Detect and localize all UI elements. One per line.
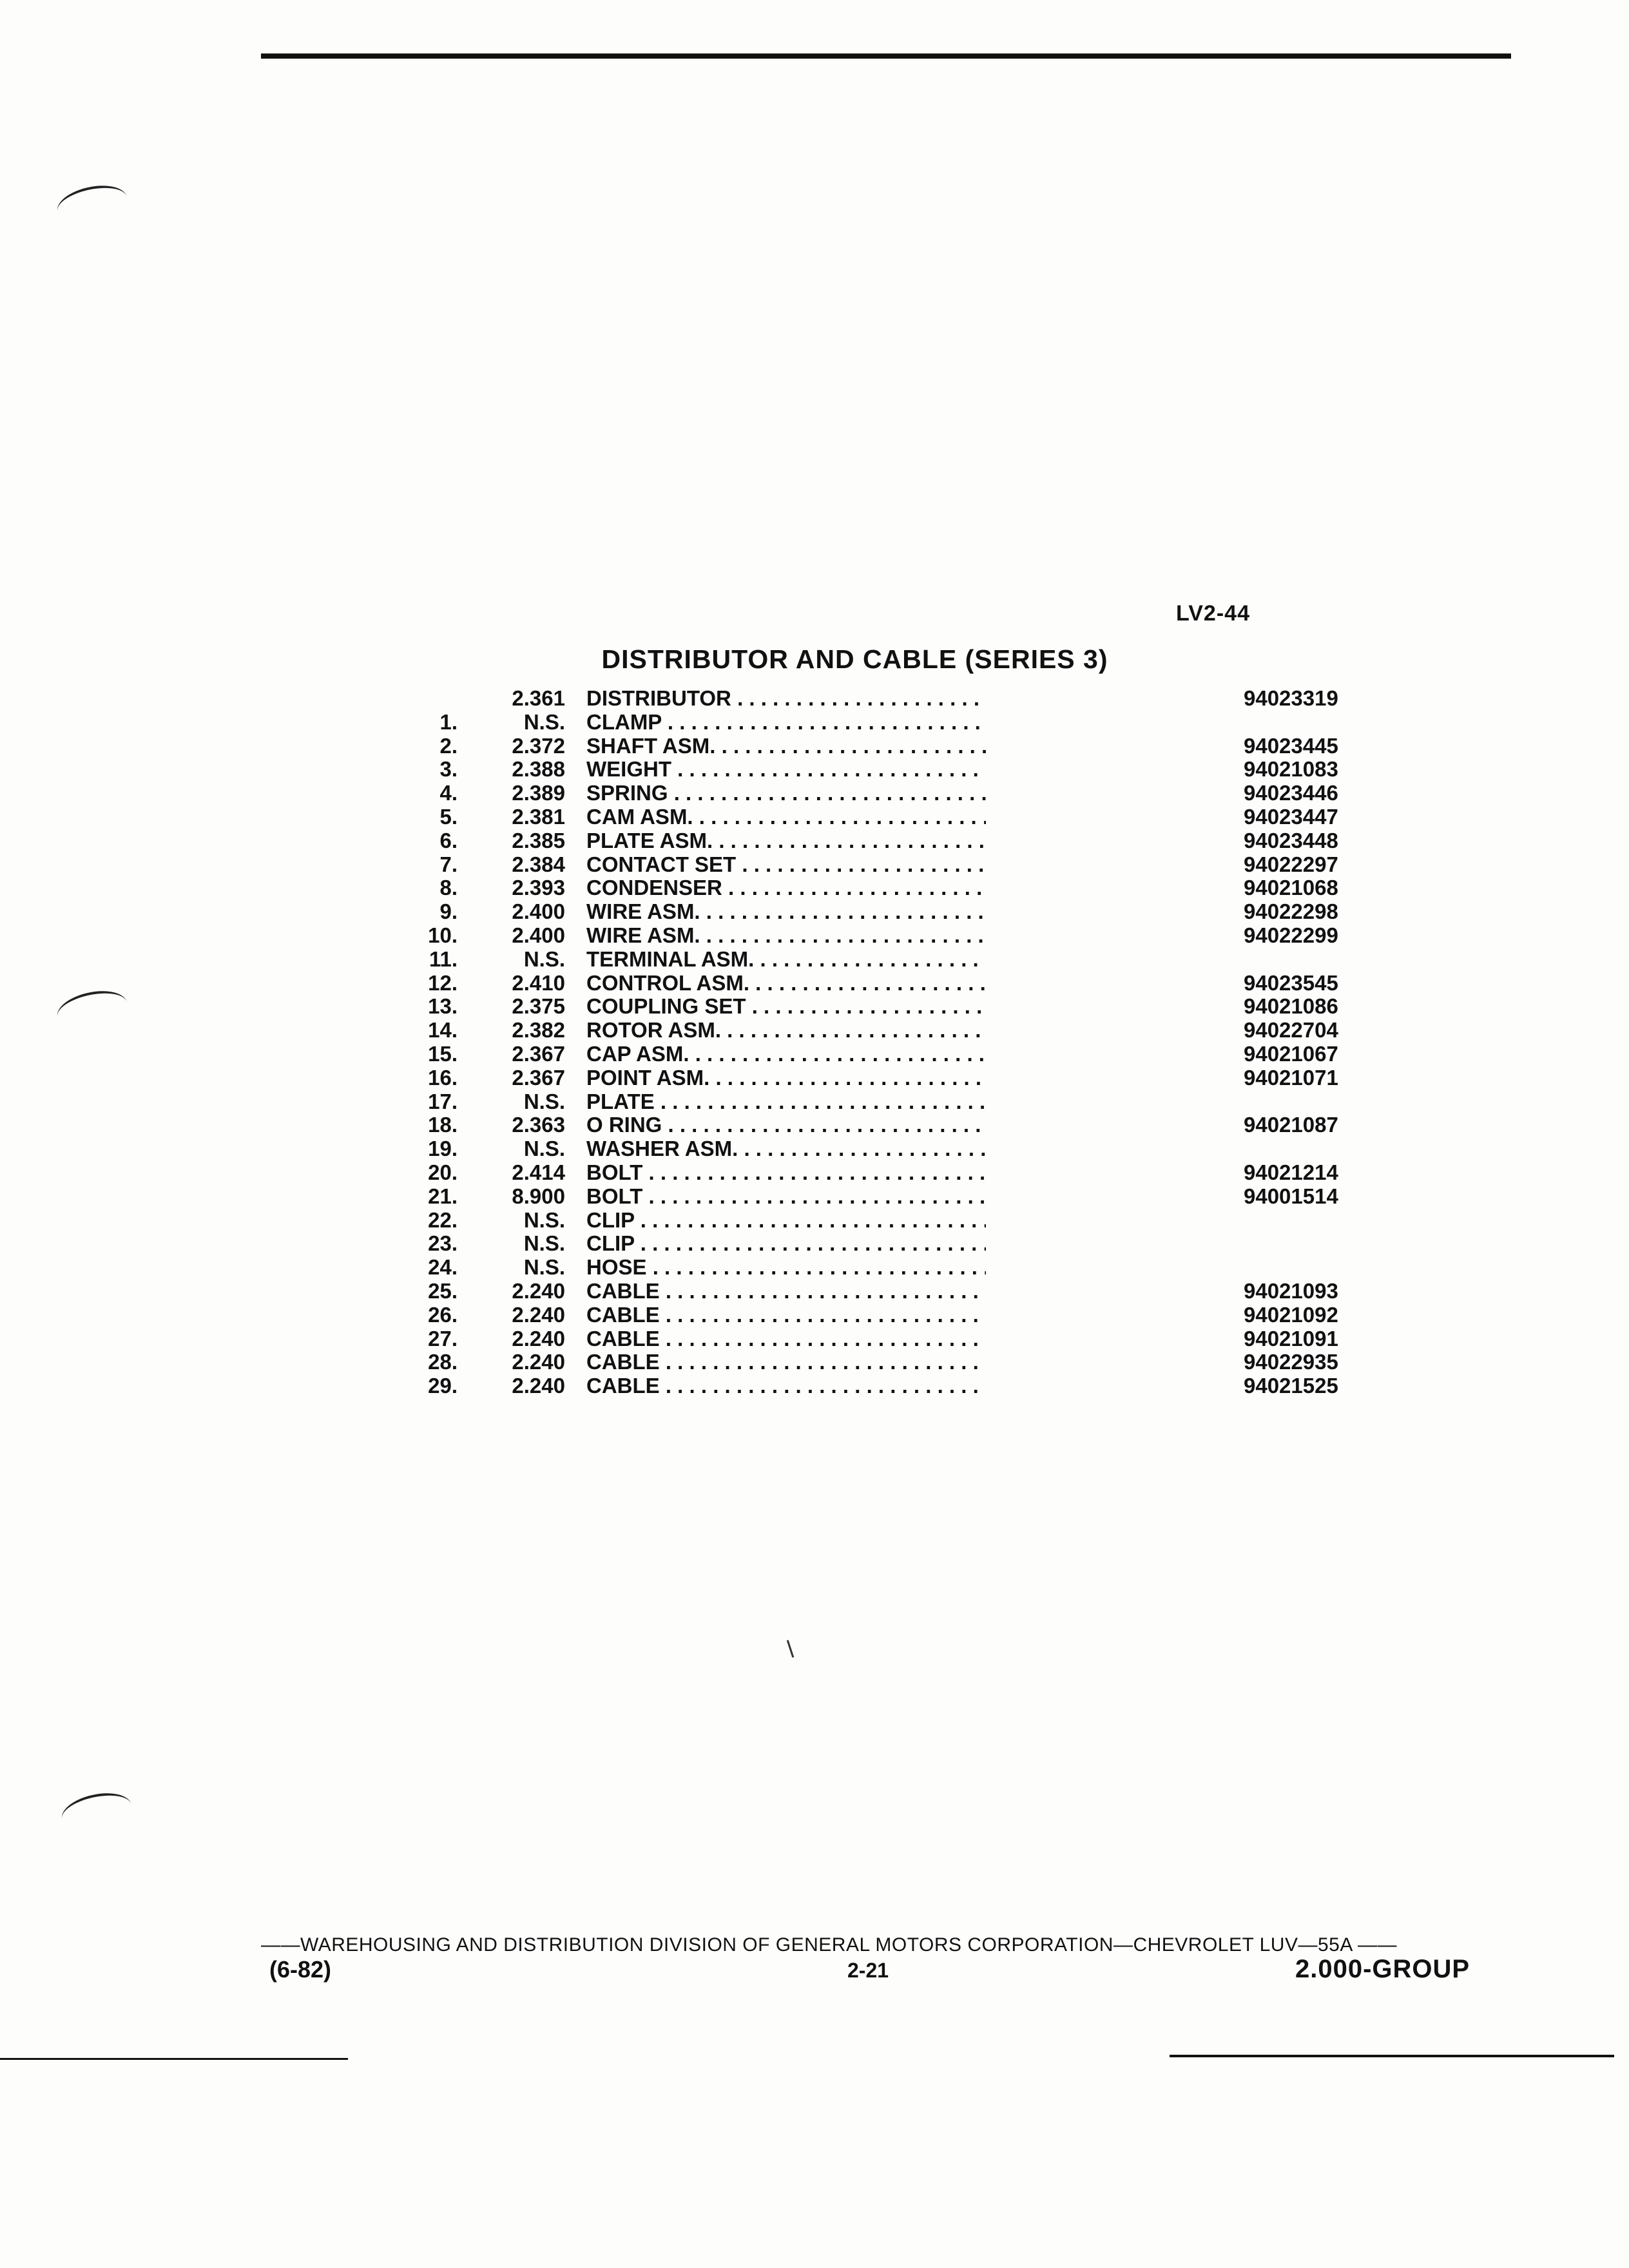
part-description: WASHER ASM. . . . — [586, 1137, 986, 1161]
bottom-right-rule — [1170, 2055, 1614, 2057]
part-description: CLIP . . . — [586, 1209, 986, 1233]
group-number: 2.384 — [512, 852, 565, 876]
parts-row — [400, 1090, 1366, 1114]
item-number: 17. — [428, 1089, 458, 1113]
part-description: BOLT . . . — [586, 1161, 986, 1185]
group-number: N.S. — [523, 1137, 565, 1161]
group-number: 2.363 — [512, 1113, 565, 1137]
group-number: 2.367 — [512, 1065, 565, 1090]
part-number: 94021525 — [1244, 1374, 1338, 1398]
item-number: 14. — [428, 1018, 458, 1043]
part-description: HOSE . . . — [586, 1256, 986, 1280]
part-description: CLIP . . . — [586, 1232, 986, 1256]
parts-row — [400, 1280, 1366, 1303]
group-number: 2.240 — [512, 1374, 565, 1398]
item-number: 5. — [439, 804, 458, 829]
illustration-reference: LV2-44 — [1176, 601, 1250, 626]
item-number: 10. — [428, 923, 458, 947]
part-description: CONDENSER . . . — [586, 876, 986, 900]
item-number: 21. — [428, 1184, 458, 1208]
part-number: 94022704 — [1244, 1018, 1338, 1043]
parts-row — [400, 995, 1366, 1019]
group-number: 2.382 — [512, 1018, 565, 1043]
parts-row — [400, 900, 1366, 924]
part-description: DISTRIBUTOR . . . — [586, 687, 986, 711]
binder-hole-mark — [54, 985, 131, 1034]
footer-publisher-line: ——WAREHOUSING AND DISTRIBUTION DIVISION OF GENERAL MOTORS CORPORATION—CHEVROLET LUV—55A —— — [261, 1934, 1398, 1956]
parts-row — [400, 924, 1366, 948]
part-number: 94023447 — [1244, 804, 1338, 829]
part-number: 94001514 — [1244, 1184, 1338, 1208]
parts-row — [400, 1113, 1366, 1137]
part-number: 94023445 — [1244, 733, 1338, 758]
parts-row — [400, 876, 1366, 900]
group-number: 2.240 — [512, 1350, 565, 1374]
group-number: N.S. — [523, 947, 565, 971]
group-number: 2.389 — [512, 781, 565, 805]
group-number: 8.900 — [512, 1184, 565, 1208]
item-number: 19. — [428, 1137, 458, 1161]
binder-hole-mark — [59, 1787, 135, 1836]
group-number: 2.393 — [512, 876, 565, 900]
part-description: WIRE ASM. . . . — [586, 924, 986, 948]
item-number: 28. — [428, 1350, 458, 1374]
footer-page-number: 2-21 — [847, 1959, 889, 1982]
part-description: CABLE . . . — [586, 1350, 986, 1374]
group-number: 2.410 — [512, 970, 565, 995]
part-description: CAM ASM. . . . — [586, 805, 986, 829]
group-number: 2.361 — [512, 686, 565, 710]
part-number: 94021067 — [1244, 1041, 1338, 1066]
footer-group: 2.000-GROUP — [1295, 1955, 1470, 1983]
part-description: CABLE . . . — [586, 1374, 986, 1398]
parts-row — [400, 1374, 1366, 1398]
parts-row — [400, 853, 1366, 877]
stray-mark — [787, 1640, 795, 1658]
item-number: 23. — [428, 1231, 458, 1256]
parts-row — [400, 1303, 1366, 1327]
part-description: SPRING . . . — [586, 782, 986, 805]
parts-row — [400, 805, 1366, 829]
part-number: 94021087 — [1244, 1113, 1338, 1137]
group-number: 2.381 — [512, 804, 565, 829]
group-number: 2.240 — [512, 1326, 565, 1350]
item-number: 4. — [439, 781, 458, 805]
group-number: 2.388 — [512, 757, 565, 782]
part-number: 94021214 — [1244, 1160, 1338, 1184]
part-description: PLATE . . . — [586, 1090, 986, 1114]
top-rule — [261, 53, 1511, 59]
parts-row — [400, 1137, 1366, 1161]
part-description: CABLE . . . — [586, 1327, 986, 1351]
item-number: 6. — [439, 828, 458, 852]
part-number: 94021091 — [1244, 1326, 1338, 1350]
part-description: O RING . . . — [586, 1113, 986, 1137]
binder-hole-mark — [54, 180, 131, 229]
item-number: 22. — [428, 1207, 458, 1232]
part-number: 94023319 — [1244, 686, 1338, 710]
part-number: 94022299 — [1244, 923, 1338, 947]
item-number: 15. — [428, 1041, 458, 1066]
part-number: 94021071 — [1244, 1065, 1338, 1090]
part-number: 94023448 — [1244, 828, 1338, 852]
part-number: 94023446 — [1244, 781, 1338, 805]
parts-row — [400, 1327, 1366, 1351]
parts-row — [400, 687, 1366, 711]
part-number: 94022297 — [1244, 852, 1338, 876]
group-number: 2.375 — [512, 994, 565, 1019]
parts-row — [400, 829, 1366, 853]
parts-row — [400, 711, 1366, 735]
item-number: 11. — [429, 947, 458, 971]
item-number: 25. — [428, 1278, 458, 1303]
group-number: 2.414 — [512, 1160, 565, 1184]
part-description: CONTROL ASM. . . . — [586, 972, 986, 995]
part-description: COUPLING SET . . . — [586, 995, 986, 1019]
part-number: 94021068 — [1244, 876, 1338, 900]
item-number: 26. — [428, 1302, 458, 1327]
part-number: 94022935 — [1244, 1350, 1338, 1374]
item-number: 18. — [428, 1113, 458, 1137]
group-number: 2.372 — [512, 733, 565, 758]
part-number: 94022298 — [1244, 899, 1338, 924]
group-number: N.S. — [523, 1231, 565, 1256]
group-number: 2.400 — [512, 923, 565, 947]
page-title: DISTRIBUTOR AND CABLE (SERIES 3) — [601, 644, 1108, 674]
item-number: 1. — [439, 709, 458, 734]
part-number: 94021086 — [1244, 994, 1338, 1019]
parts-list — [400, 687, 1366, 1398]
item-number: 20. — [428, 1160, 458, 1184]
item-number: 2. — [439, 733, 458, 758]
part-description: CAP ASM. . . . — [586, 1043, 986, 1066]
part-description: POINT ASM. . . . — [586, 1066, 986, 1090]
group-number: N.S. — [523, 1207, 565, 1232]
item-number: 9. — [439, 899, 458, 924]
item-number: 8. — [439, 876, 458, 900]
part-description: ROTOR ASM. . . . — [586, 1019, 986, 1043]
parts-row — [400, 758, 1366, 782]
part-description: CABLE . . . — [586, 1303, 986, 1327]
group-number: N.S. — [523, 709, 565, 734]
part-description: TERMINAL ASM. . . . — [586, 948, 986, 972]
parts-row — [400, 1232, 1366, 1256]
group-number: 2.240 — [512, 1302, 565, 1327]
part-number: 94021092 — [1244, 1302, 1338, 1327]
part-description: WIRE ASM. . . . — [586, 900, 986, 924]
part-description: PLATE ASM. . . . — [586, 829, 986, 853]
part-description: CABLE . . . — [586, 1280, 986, 1303]
parts-row — [400, 782, 1366, 805]
part-description: SHAFT ASM. . . . — [586, 735, 986, 758]
group-number: 2.240 — [512, 1278, 565, 1303]
bottom-left-rule — [0, 2058, 348, 2060]
parts-row — [400, 1185, 1366, 1209]
item-number: 3. — [439, 757, 458, 782]
item-number: 7. — [439, 852, 458, 876]
part-number: 94021083 — [1244, 757, 1338, 782]
footer-date: (6-82) — [269, 1956, 332, 1983]
group-number: N.S. — [523, 1255, 565, 1280]
parts-row — [400, 1256, 1366, 1280]
parts-row — [400, 1066, 1366, 1090]
item-number: 27. — [428, 1326, 458, 1350]
parts-row — [400, 1209, 1366, 1233]
item-number: 16. — [428, 1065, 458, 1090]
parts-row — [400, 1161, 1366, 1185]
parts-row — [400, 972, 1366, 995]
group-number: 2.385 — [512, 828, 565, 852]
parts-row — [400, 1019, 1366, 1043]
item-number: 13. — [428, 994, 458, 1019]
item-number: 24. — [428, 1255, 458, 1280]
parts-row — [400, 948, 1366, 972]
item-number: 29. — [428, 1374, 458, 1398]
part-number: 94023545 — [1244, 970, 1338, 995]
part-description: CONTACT SET . . . — [586, 853, 986, 877]
part-description: WEIGHT . . . — [586, 758, 986, 782]
parts-row — [400, 1043, 1366, 1066]
item-number: 12. — [428, 970, 458, 995]
parts-row — [400, 1350, 1366, 1374]
group-number: N.S. — [523, 1089, 565, 1113]
part-description: BOLT . . . — [586, 1185, 986, 1209]
parts-row — [400, 735, 1366, 758]
part-description: CLAMP . . . — [586, 711, 986, 735]
group-number: 2.367 — [512, 1041, 565, 1066]
part-number: 94021093 — [1244, 1278, 1338, 1303]
group-number: 2.400 — [512, 899, 565, 924]
